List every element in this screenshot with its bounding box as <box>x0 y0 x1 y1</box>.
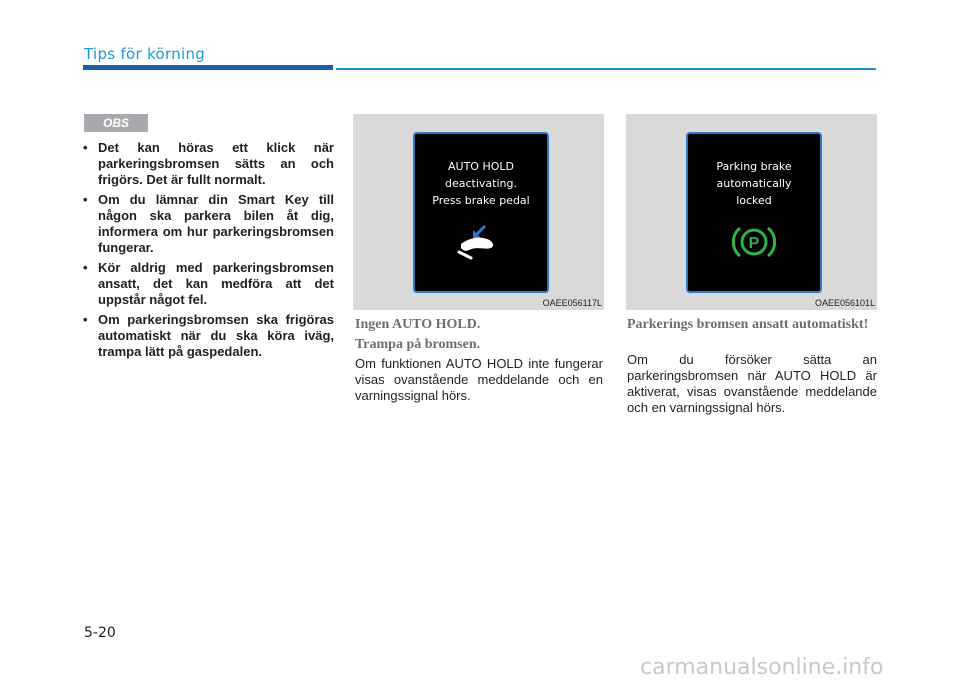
figure-code: OAEE056117L <box>542 298 602 308</box>
figure-auto-hold <box>353 114 604 310</box>
display-message <box>688 158 820 209</box>
notice-item: • Om du lämnar din Smart Key till någon ska parkera bilen åt dig, informera om hur parkeringsbromsen fungerar. <box>82 192 334 256</box>
section-title: Tips för körning <box>84 45 206 63</box>
display-line: Press brake pedal <box>432 194 530 207</box>
header-bar-dark <box>83 65 333 70</box>
cluster-display <box>413 132 549 293</box>
notice-item: • Det kan höras ett klick när parkeringsbromsen sätts an och frigörs. Det är fullt normalt. <box>82 140 334 188</box>
section-heading: Parkerings bromsen ansatt automatiskt! <box>627 317 869 332</box>
display-message <box>415 158 547 209</box>
display-line: Parking brake <box>716 160 792 173</box>
figure-parking-brake <box>626 114 877 310</box>
display-line: automatically <box>716 177 792 190</box>
display-line: locked <box>736 194 772 207</box>
notice-list <box>82 140 334 364</box>
notice-badge: OBS <box>84 114 148 132</box>
section-body: Om du försöker sätta an parkeringsbromsen när AUTO HOLD är aktiverat, visas ovanstående meddelande och en varningssignal hörs. <box>627 352 877 415</box>
display-line: AUTO HOLD <box>448 160 514 173</box>
section-subheading: Trampa på bromsen. <box>355 337 481 352</box>
page-number: 5-20 <box>84 625 116 641</box>
notice-item: • Kör aldrig med parkeringsbromsen ansatt, det kan medföra att det uppstår något fel. <box>82 260 334 308</box>
display-line: deactivating. <box>445 177 517 190</box>
header-rule <box>336 68 876 70</box>
cluster-display <box>686 132 822 293</box>
section-heading: Ingen AUTO HOLD. <box>355 317 481 332</box>
figure-code: OAEE056101L <box>814 298 875 308</box>
notice-item: • Om parkeringsbromsen ska frigöras automatiskt när du ska köra iväg, trampa lätt på gaspedalen. <box>82 312 334 360</box>
section-body: Om funktionen AUTO HOLD inte fungerar visas ovanstående meddelande och en varningssignal hörs. <box>355 356 603 403</box>
parking-brake-icon <box>732 224 776 260</box>
watermark: carmanualsonline.info <box>640 655 884 680</box>
parking-brake-letter: P <box>748 235 760 252</box>
foot-on-brake-pedal-icon <box>455 222 505 262</box>
